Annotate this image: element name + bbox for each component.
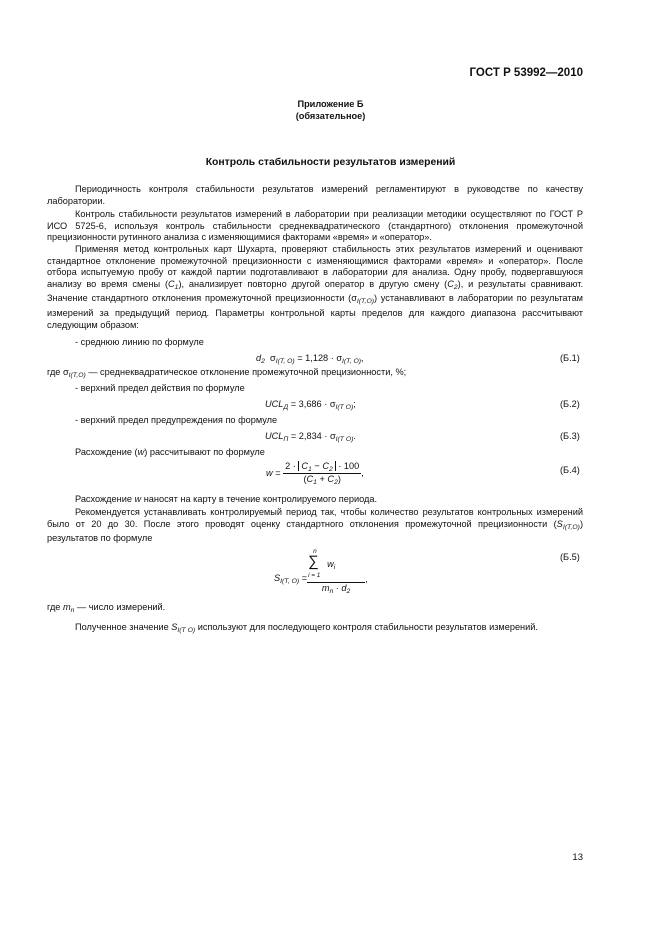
appendix-title: Приложение Б xyxy=(297,99,364,109)
absolute-value: $C_1 - C_2$ xyxy=(298,461,335,471)
formula-b5: $S_{I(T, O)}$ = n ∑ i = 1 $w_i$ $m_n \cdot d_2$ , xyxy=(274,548,368,595)
equation-number-b2: (Б.2) xyxy=(560,399,580,409)
denominator-b4: $(C_1 + C_2)$ xyxy=(303,474,341,486)
appendix-status: (обязательное) xyxy=(295,111,366,121)
paragraph-control: Контроль стабильности результатов измерений в лаборатории при реализации методики осуществляют по ГОСТ Р ИСО 5725-6, используя контроль стабильности среднеквадратического (стандартного) отклонения промежуточной прецизионности рутинного анализа с изменяющимися факторами «время» и «оператор». xyxy=(47,209,583,243)
fraction-b5 xyxy=(307,548,365,595)
paragraph-final: Полученное значение $S_{I(T O)}$ используют для последующего контроля стабильности результатов измерений. xyxy=(75,622,538,634)
formula-b1: $d_2$ $\sigma_{I(T, O)} = 1,128 \cdot \sigma_{I(T, O)}$, xyxy=(256,353,364,365)
paragraph-periodicity: Периодичность контроля стабильности результатов измерений регламентируют в руководстве по качеству лаборатории. xyxy=(47,184,583,206)
numerator-b5 xyxy=(307,548,365,583)
equation-number-b4: (Б.4) xyxy=(560,465,580,475)
section-title: Контроль стабильности результатов измерений xyxy=(205,157,456,168)
line-upper-action: - верхний предел действия по формуле xyxy=(75,383,245,393)
denominator-b5: $m_n \cdot d_2$ xyxy=(321,583,351,595)
page-number: 13 xyxy=(572,852,583,863)
paragraph-plot: Расхождение w наносят на карту в течение контролируемого периода. xyxy=(75,494,378,504)
equation-number-b3: (Б.3) xyxy=(560,431,580,441)
standard-number: ГОСТ Р 53992—2010 xyxy=(469,67,583,79)
where-measurements: где $m_n$ — число измерений. xyxy=(47,602,166,614)
sum-variable: $w_i$ xyxy=(327,559,336,571)
equation-number-b5: (Б.5) xyxy=(560,552,580,562)
formula-b4: w = $\frac{2 \cdot C_1 - C_2 \cdot 100}{(C_1 + C_2)}$ , xyxy=(266,461,364,486)
formula-b2: $UCL_Д = 3,686 \cdot \sigma_{I(T O)}$; xyxy=(265,399,356,411)
equation-number-b1: (Б.1) xyxy=(560,353,580,363)
formula-b3: $UCL_П = 2,834 \cdot \sigma_{I(T O)}$. xyxy=(265,431,356,443)
sum-lower-limit: i = 1 xyxy=(308,572,321,579)
paragraph-recommendation: Рекомендуется устанавливать контролируемый период так, чтобы количество результатов контрольных измерений было от 20 до 30. После этого проводят оценку стандартного отклонения промежуточной прецизионности $(S_{I(T,O)})$ результатов по формуле xyxy=(47,507,583,544)
sum-icon: ∑ xyxy=(308,553,319,570)
sum-upper-limit: n xyxy=(313,548,317,555)
fraction-b4 xyxy=(283,461,361,486)
numerator-b4: $2 \cdot C_1 - C_2 \cdot 100$ xyxy=(285,461,360,473)
where-sigma: где $\sigma_{I(T,O)}$ — среднеквадратическое отклонение промежуточной прецизионности, %; xyxy=(47,367,407,379)
paragraph-shewhart: Применяя метод контрольных карт Шухарта, проверяют стабильность этих результатов измерений и оценивают стандартное отклонение промежуточной прецизионности с изменяющимися факторами «время» и «оператор». После отбора испытуемую пробу от каждой партии подготавливают в лаборатории для анализа. Одну пробу, подвергавшуюся анализу во время смены $(C_1)$, анализирует повторно другой оператор в другую смену $(C_2)$, и результаты сравнивают. Значение стандартного отклонения промежуточной прецизионности $(\sigma_{I(T,O)})$ устанавливают в лаборатории по результатам измерений за предыдущий период. Параметры контрольной карты пределов для каждого диапазона рассчитывают следующим образом: xyxy=(47,244,583,330)
line-upper-warning: - верхний предел предупреждения по формуле xyxy=(75,415,278,425)
line-divergence: Расхождение (w) рассчитывают по формуле xyxy=(75,447,265,457)
line-mean: - среднюю линию по формуле xyxy=(75,337,204,347)
